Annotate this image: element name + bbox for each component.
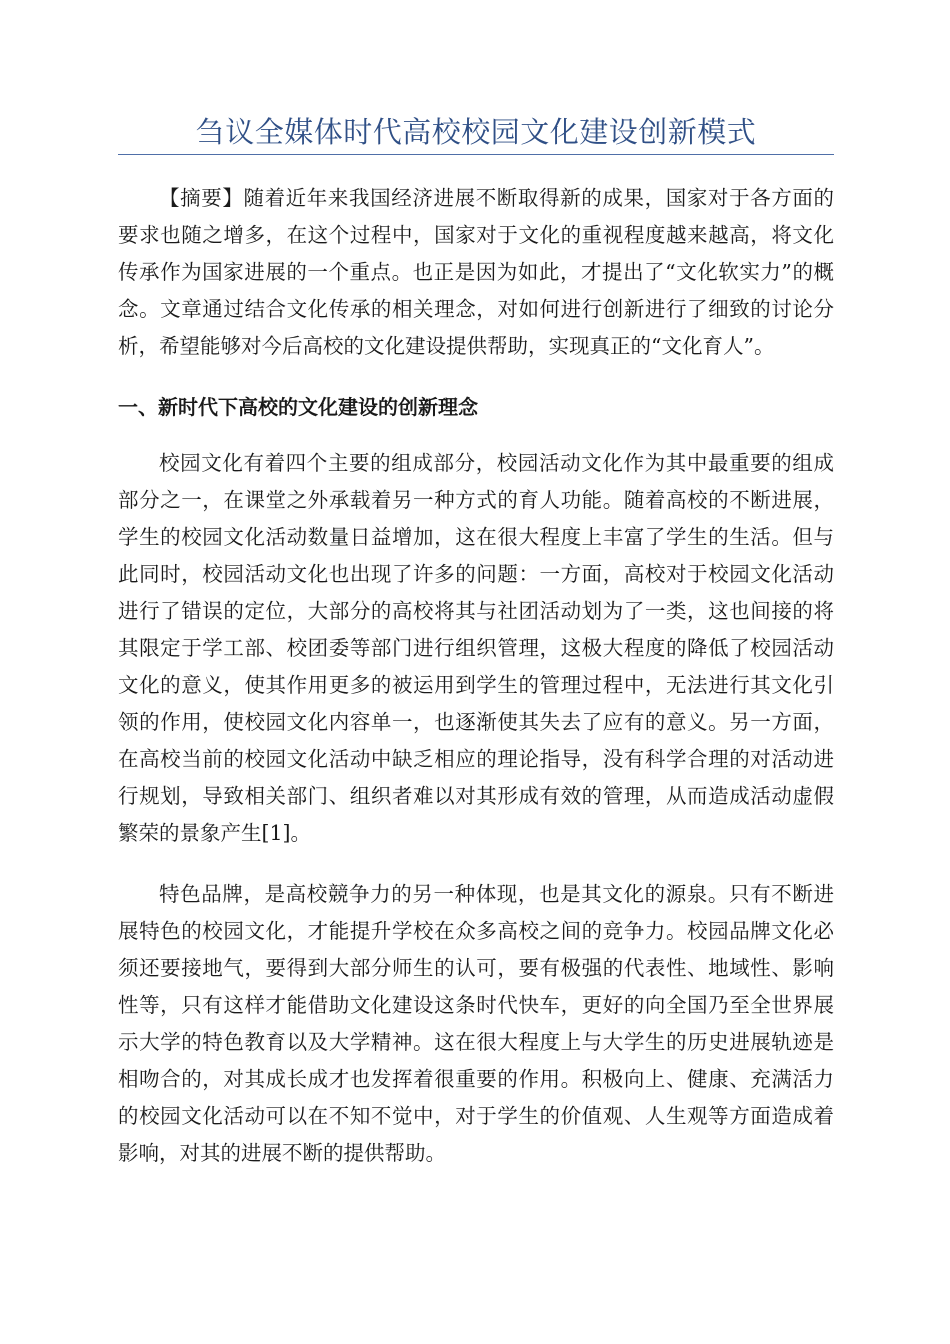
body-paragraph: 特色品牌，是高校競争力的另一种体现，也是其文化的源泉。只有不断进展特色的校园文化，才能提升学校在众多高校之间的竞争力。校园品牌文化必须还要接地气，要得到大部分师生的认可，要有极强的代表性、地域性、影响性等，只有这样才能借助文化建设这条时代快车，更好的向全国乃至全世界展示大学的特色教育以及大学精神。这在很大程度上与大学生的历史进展轨迹是相吻合的，对其成长成才也发挥着很重要的作用。积极向上、健康、充满活力的校园文化活动可以在不知不觉中，对于学生的价值观、人生观等方面造成着影响，对其的进展不断的提供帮助。 — [118, 882, 834, 1165]
document-title: 刍议全媒体时代高校校园文化建设创新模式 — [118, 112, 834, 155]
document-page — [118, 112, 834, 1172]
section-heading: 一、新时代下高校的文化建设的创新理念 — [118, 395, 478, 419]
abstract-paragraph: 【摘要】随着近年来我国经济进展不断取得新的成果，国家对于各方面的要求也随之增多，在这个过程中，国家对于文化的重视程度越来越高，将文化传承作为国家进展的一个重点。也正是因为如此，才提出了“文化软实力”的概念。文章通过结合文化传承的相关理念，对如何进行创新进行了细致的讨论分析，希望能够对今后高校的文化建设提供帮助，实现真正的“文化育人”。 — [118, 186, 834, 358]
body-paragraph: 校园文化有着四个主要的组成部分，校园活动文化作为其中最重要的组成部分之一，在课堂之外承载着另一种方式的育人功能。随着高校的不断进展，学生的校园文化活动数量日益增加，这在很大程度上丰富了学生的生活。但与此同时，校园活动文化也出现了许多的问题：一方面，高校对于校园文化活动进行了错误的定位，大部分的高校将其与社团活动划为了一类，这也间接的将其限定于学工部、校团委等部门进行组织管理，这极大程度的降低了校园活动文化的意义，使其作用更多的被运用到学生的管理过程中，无法进行其文化引领的作用，使校园文化内容单一，也逐渐使其失去了应有的意义。另一方面，在高校当前的校园文化活动中缺乏相应的理论指导，没有科学合理的对活动进行规划，导致相关部门、组织者难以对其形成有效的管理，从而造成活动虚假繁荣的景象产生[1]。 — [118, 451, 834, 845]
